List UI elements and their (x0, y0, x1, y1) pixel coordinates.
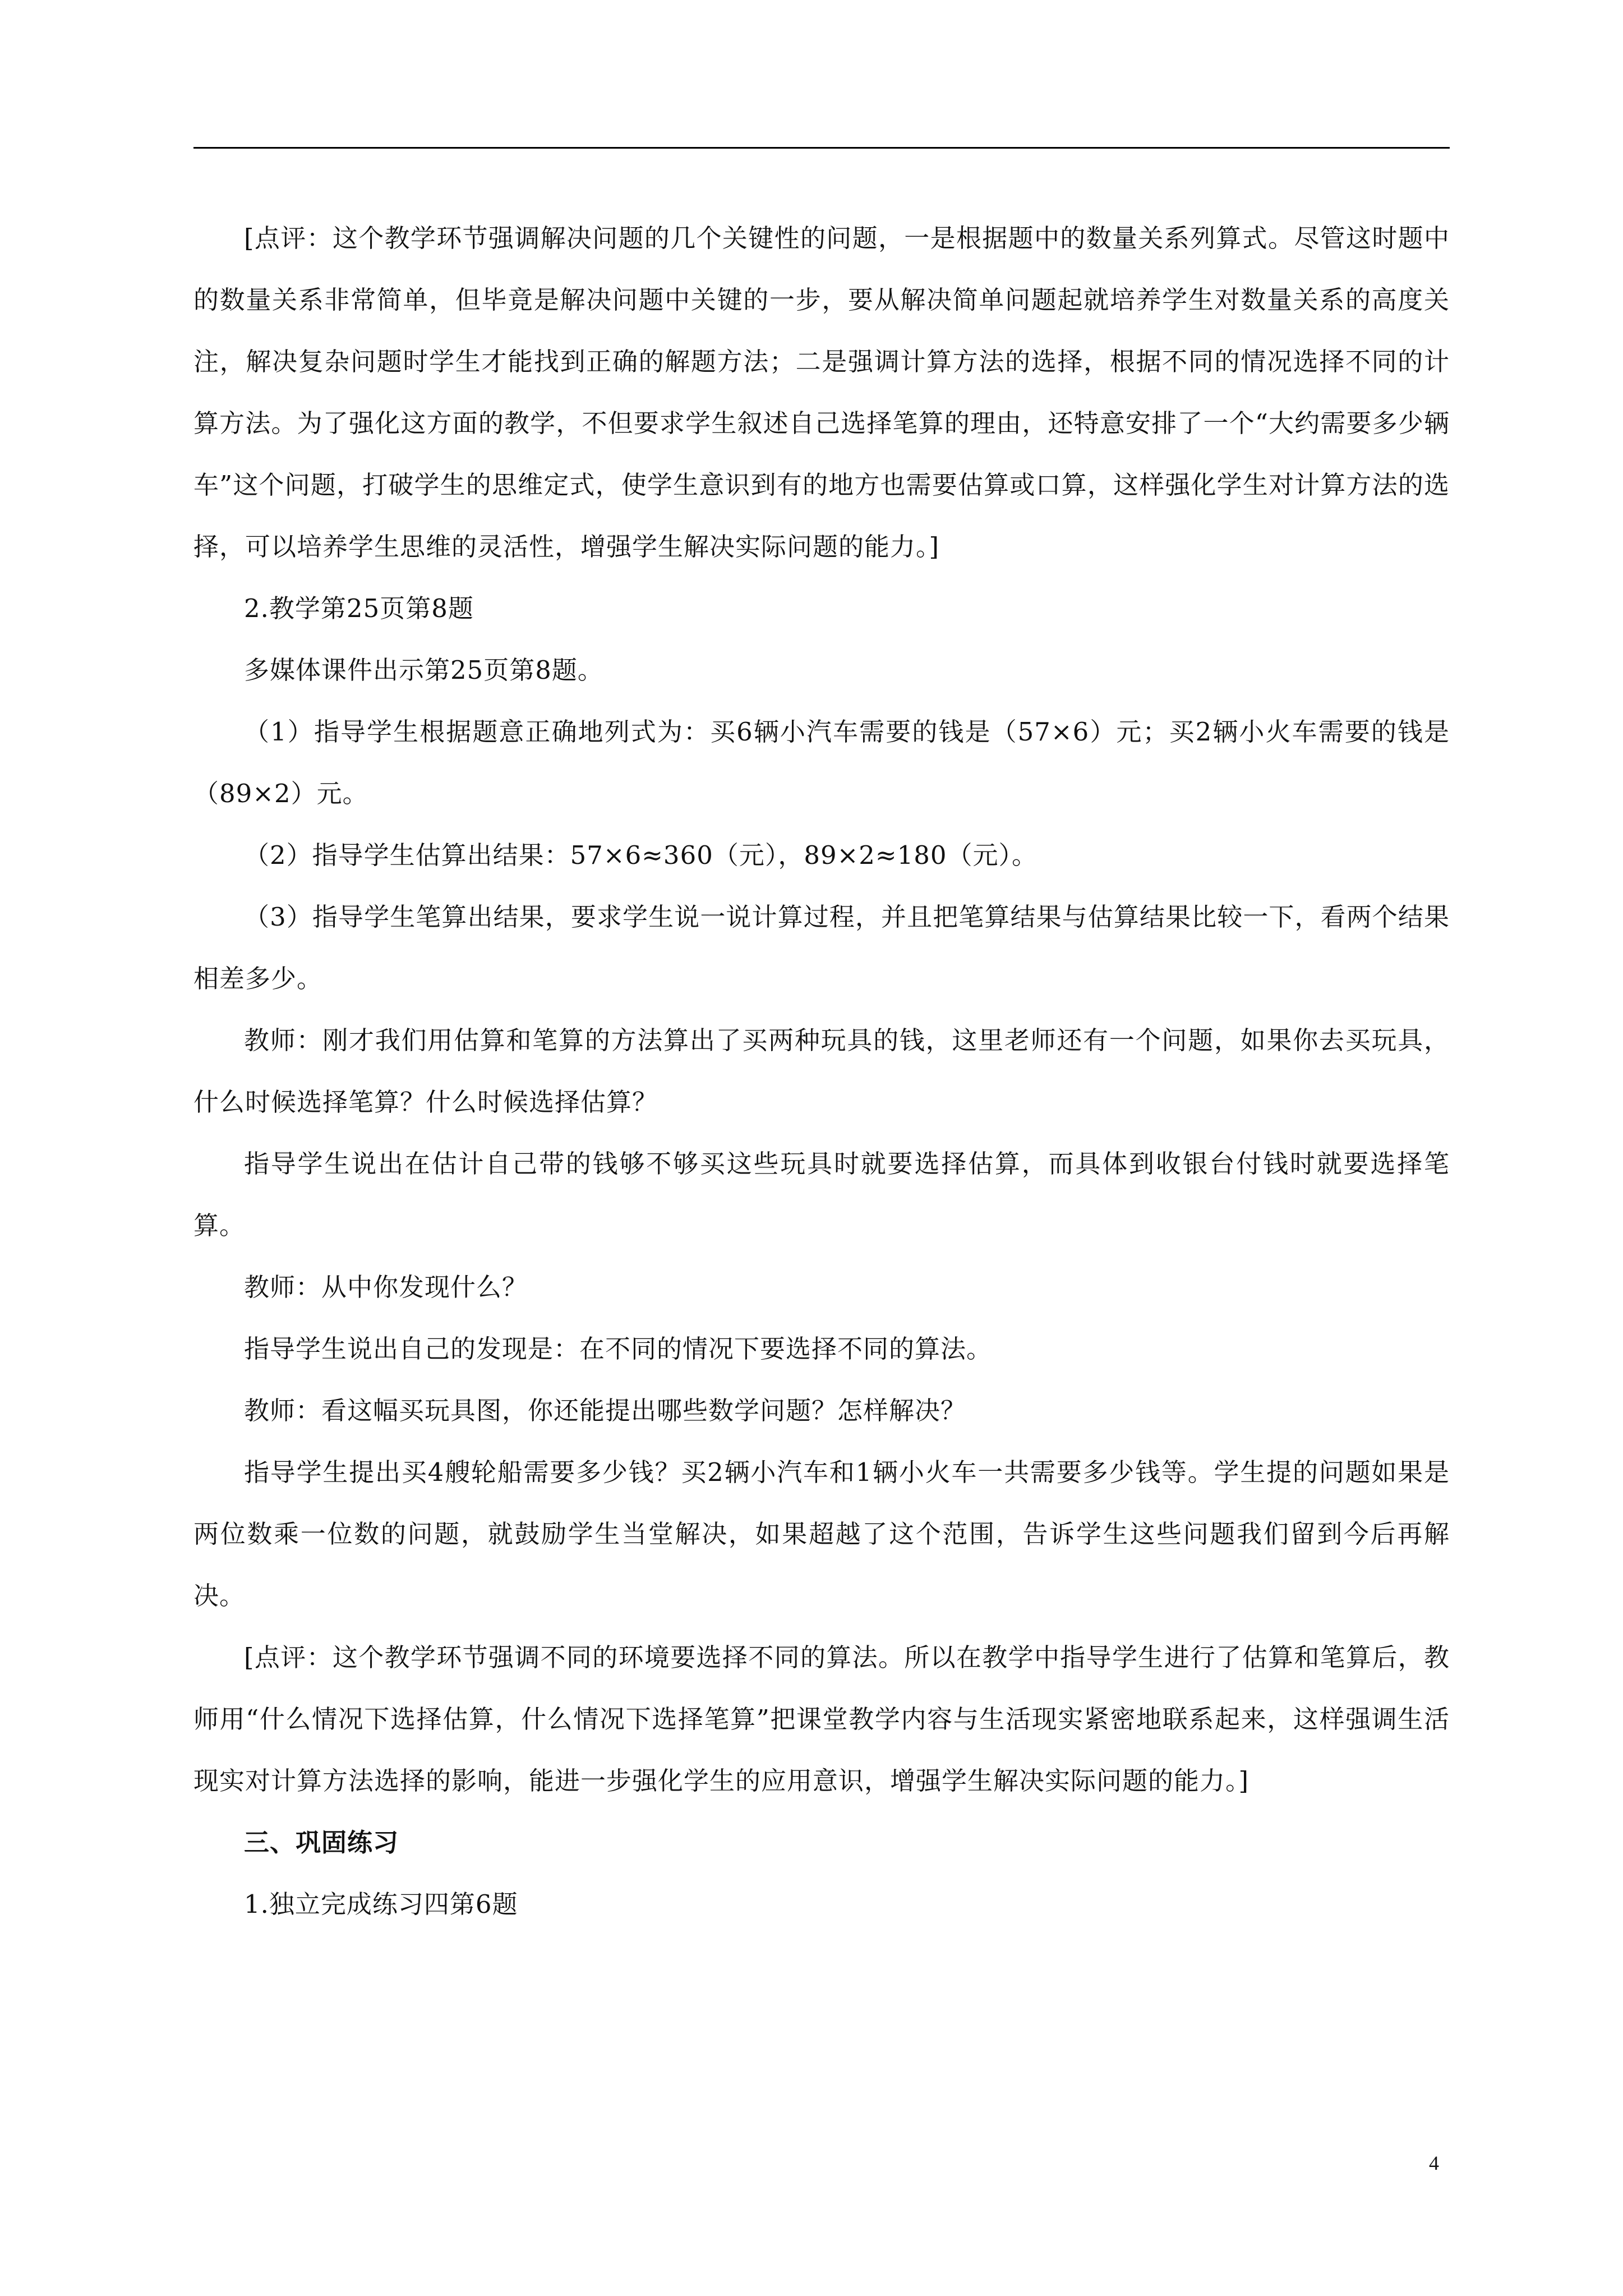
comment-paragraph: [点评：这个教学环节强调不同的环境要选择不同的算法。所以在教学中指导学生进行了估算和笔算后，教师用“什么情况下选择估算，什么情况下选择笔算”把课堂教学内容与生活现实紧密地联系起来，这样强调生活现实对计算方法选择的影响，能进一步强化学生的应用意识，增强学生解决实际问题的能力。] (193, 1642, 1450, 1796)
header-rule (193, 147, 1450, 149)
page-body (193, 208, 1450, 1935)
step-paragraph: （1）指导学生根据题意正确地列式为：买6辆小汽车需要的钱是（57×6）元；买2辆小火车需要的钱是（89×2）元。 (193, 717, 1450, 808)
step-paragraph: （2）指导学生估算出结果：57×6≈360（元），89×2≈180（元）。 (244, 840, 1038, 870)
section-heading: 三、巩固练习 (244, 1828, 399, 1857)
step-paragraph: （3）指导学生笔算出结果，要求学生说一说计算过程，并且把笔算结果与估算结果比较一下，看两个结果相差多少。 (193, 902, 1450, 993)
exercise-item: 1.独立完成练习四第6题 (244, 1889, 518, 1919)
body-paragraph: 指导学生提出买4艘轮船需要多少钱？买2辆小汽车和1辆小火车一共需要多少钱等。学生提的问题如果是两位数乘一位数的问题，就鼓励学生当堂解决，如果超越了这个范围，告诉学生这些问题我们留到今后再解决。 (193, 1457, 1450, 1611)
body-paragraph: 多媒体课件出示第25页第8题。 (244, 655, 603, 685)
section-title: 2.教学第25页第8题 (244, 593, 474, 623)
teacher-paragraph: 教师：看这幅买玩具图，你还能提出哪些数学问题？怎样解决？ (244, 1396, 967, 1425)
teacher-paragraph: 教师：刚才我们用估算和笔算的方法算出了买两种玩具的钱，这里老师还有一个问题，如果你去买玩具，什么时候选择笔算？什么时候选择估算？ (193, 1025, 1450, 1117)
teacher-paragraph: 教师：从中你发现什么？ (244, 1272, 528, 1302)
body-paragraph: 指导学生说出在估计自己带的钱够不够买这些玩具时就要选择估算，而具体到收银台付钱时就要选择笔算。 (193, 1149, 1450, 1240)
comment-paragraph: [点评：这个教学环节强调解决问题的几个关键性的问题，一是根据题中的数量关系列算式。尽管这时题中的数量关系非常简单，但毕竟是解决问题中关键的一步，要从解决简单问题起就培养学生对数量关系的高度关注，解决复杂问题时学生才能找到正确的解题方法；二是强调计算方法的选择，根据不同的情况选择不同的计算方法。为了强化这方面的教学，不但要求学生叙述自己选择笔算的理由，还特意安排了一个“大约需要多少辆车”这个问题，打破学生的思维定式，使学生意识到有的地方也需要估算或口算，这样强化学生对计算方法的选择，可以培养学生思维的灵活性，增强学生解决实际问题的能力。] (193, 223, 1450, 562)
page-number: 4 (1429, 2152, 1439, 2174)
body-paragraph: 指导学生说出自己的发现是：在不同的情况下要选择不同的算法。 (244, 1334, 993, 1364)
